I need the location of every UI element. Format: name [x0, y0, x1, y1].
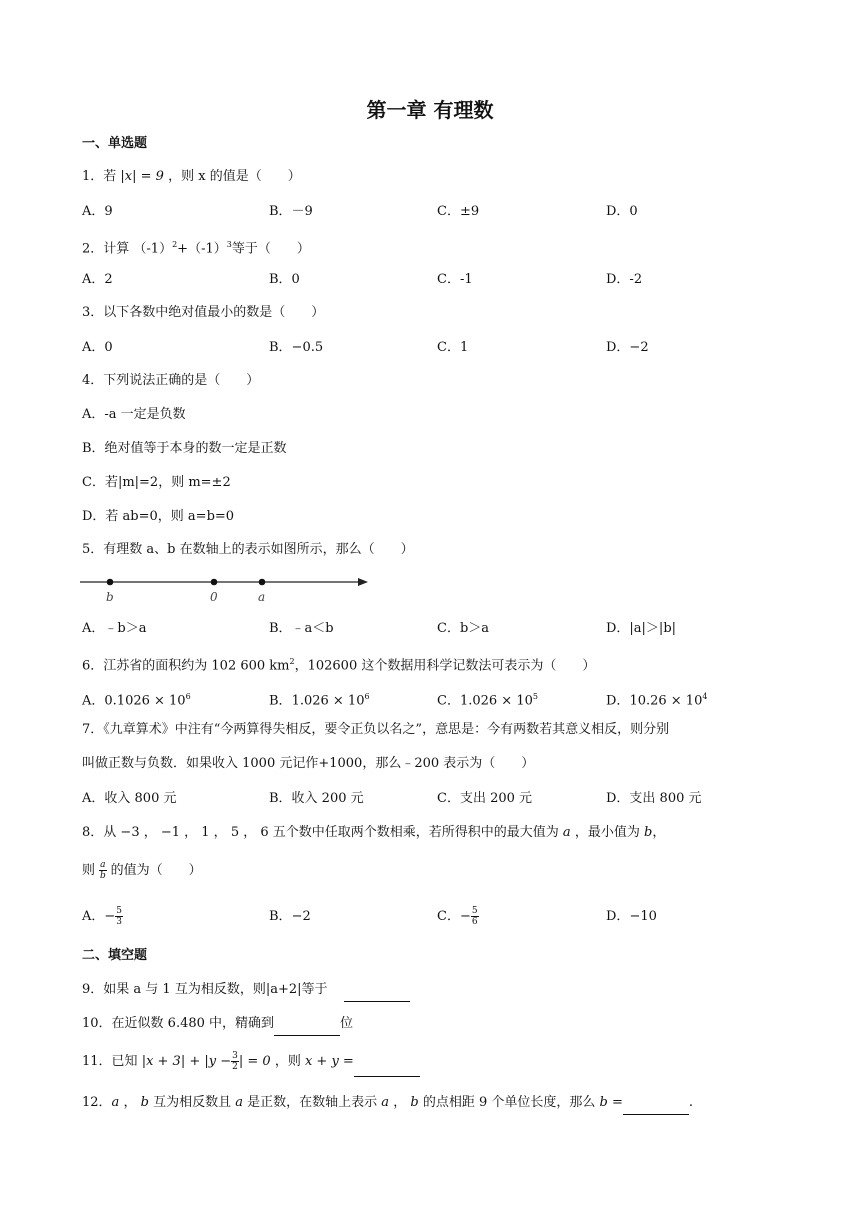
q5-option-c: C．b＞a: [437, 621, 490, 636]
q7-option-b: B．收入 200 元: [269, 791, 364, 806]
q8-option-c: C．− $\frac{5}{6}$: [437, 906, 478, 927]
q6-option-d: D．$10.26 \times 10^4$: [606, 692, 708, 709]
question-5: 5．有理数 a、b 在数轴上的表示如图所示，那么（ ）: [82, 542, 414, 557]
q3-option-b: B．−0.5: [269, 340, 324, 355]
q7-option-d: D．支出 800 元: [606, 791, 702, 806]
q6-lead: 6．江苏省的面积约为 102 600 km: [82, 658, 290, 674]
question-6: [82, 653, 595, 675]
q2-option-b: B．0: [269, 272, 300, 287]
q1-lead: 1．若: [82, 169, 117, 184]
q6-sup: 2: [289, 657, 295, 666]
q10-answer-blank[interactable]: [274, 1017, 340, 1036]
question-8-line-1: 8．从 −3 ， −1 ， 1 ， 5 ， 6 五个数中任取两个数相乘，若所得积中的最大值为 a ，最小值为 b，: [82, 825, 666, 840]
q8-option-b: B．−2: [269, 909, 311, 924]
q1-expr: |x| = 9: [120, 169, 164, 184]
q2-exp1: 2: [172, 240, 178, 249]
q8-fraction: $\frac{a}{b}$: [99, 860, 106, 881]
section-heading-fill-blank: 二、填空题: [82, 948, 148, 963]
q2-mid: +（-1）: [177, 241, 227, 257]
q1-tail: ，则 x 的值是（ ）: [168, 169, 301, 184]
q2-tail: 等于（ ）: [231, 241, 310, 257]
question-1: [82, 168, 301, 186]
question-7-line-2: 叫做正数与负数．如果收入 1000 元记作+1000，那么﹣200 表示为（ ）: [82, 756, 535, 771]
q5-option-b: B．﹣a＜b: [269, 621, 334, 636]
q3-option-c: C．1: [437, 340, 469, 355]
q5-option-a: A．﹣b＞a: [82, 621, 147, 636]
question-10: 10．在近似数 6.480 中，精确到 位: [82, 1015, 353, 1036]
point-zero: [211, 579, 218, 586]
q11-answer-blank[interactable]: [354, 1052, 420, 1077]
number-line-figure: [76, 572, 376, 606]
q7-option-c: C．支出 200 元: [437, 791, 533, 806]
q2-option-d: D．-2: [606, 272, 643, 287]
q2-option-a: A．2: [82, 272, 113, 287]
q6-tail: ，102600 这个数据用科学记数法可表示为（ ）: [294, 658, 596, 674]
q5-option-d: D．|a|＞|b|: [606, 621, 677, 636]
q3-option-a: A．0: [82, 340, 113, 355]
number-line-arrow-icon: [358, 578, 368, 586]
q4-option-a: A．-a 一定是负数: [82, 407, 186, 422]
q6-option-c: C．$1.026 \times 10^5$: [437, 692, 538, 709]
q6-option-b: B．$1.026 \times 10^6$: [269, 692, 370, 709]
section-heading-single-choice: 一、单选题: [82, 136, 148, 151]
question-8-line-2: 则 $\frac{a}{b}$ 的值为（ ）: [82, 860, 202, 881]
question-3: 3．以下各数中绝对值最小的数是（ ）: [82, 305, 325, 320]
label-b: b: [106, 590, 114, 604]
question-9: 9．如果 a 与 1 互为相反数，则|a+2|等于: [82, 981, 410, 1002]
question-12: 12．a ， b 互为相反数且 a 是正数，在数轴上表示 a ， b 的点相距 9 个单位长度，那么 b = .: [82, 1094, 693, 1115]
question-11: 11．已知 |x + 3| + |y − $\frac{3}{2}$ | = 0 ，则 x + y =: [82, 1050, 420, 1077]
q4-option-c: C．若|m|=2，则 m=±2: [82, 475, 231, 490]
label-a: a: [258, 590, 266, 604]
q8-option-a: A．− $\frac{5}{3}$: [82, 906, 123, 927]
q1-option-a: A．9: [82, 204, 113, 219]
q2-option-c: C．-1: [437, 272, 473, 287]
label-zero: 0: [210, 590, 218, 604]
q9-answer-blank[interactable]: [344, 983, 410, 1002]
q2-exp2: 3: [226, 240, 232, 249]
page-title: 第一章 有理数: [366, 98, 494, 122]
q12-answer-blank[interactable]: [623, 1096, 689, 1115]
q2-lead: 2．计算 （-1）: [82, 241, 173, 257]
question-4: 4．下列说法正确的是（ ）: [82, 373, 260, 388]
point-a: [259, 579, 266, 586]
q1-option-c: C．±9: [437, 204, 480, 219]
q6-option-a: A．$0.1026 \times 10^6$: [82, 692, 191, 709]
q1-option-b: B．－9: [269, 204, 313, 219]
question-2: [82, 236, 310, 258]
q4-option-d: D．若 ab=0，则 a=b=0: [82, 509, 235, 524]
q1-option-d: D．0: [606, 204, 638, 219]
q7-option-a: A．收入 800 元: [82, 791, 177, 806]
point-b: [107, 579, 114, 586]
q4-option-b: B．绝对值等于本身的数一定是正数: [82, 441, 287, 456]
q3-option-d: D．−2: [606, 340, 649, 355]
q8-option-d: D．−10: [606, 909, 657, 924]
question-7-line-1: 7．《九章算术》中注有“今两算得失相反，要令正负以名之”，意思是：今有两数若其意义相反，则分别: [82, 722, 670, 737]
